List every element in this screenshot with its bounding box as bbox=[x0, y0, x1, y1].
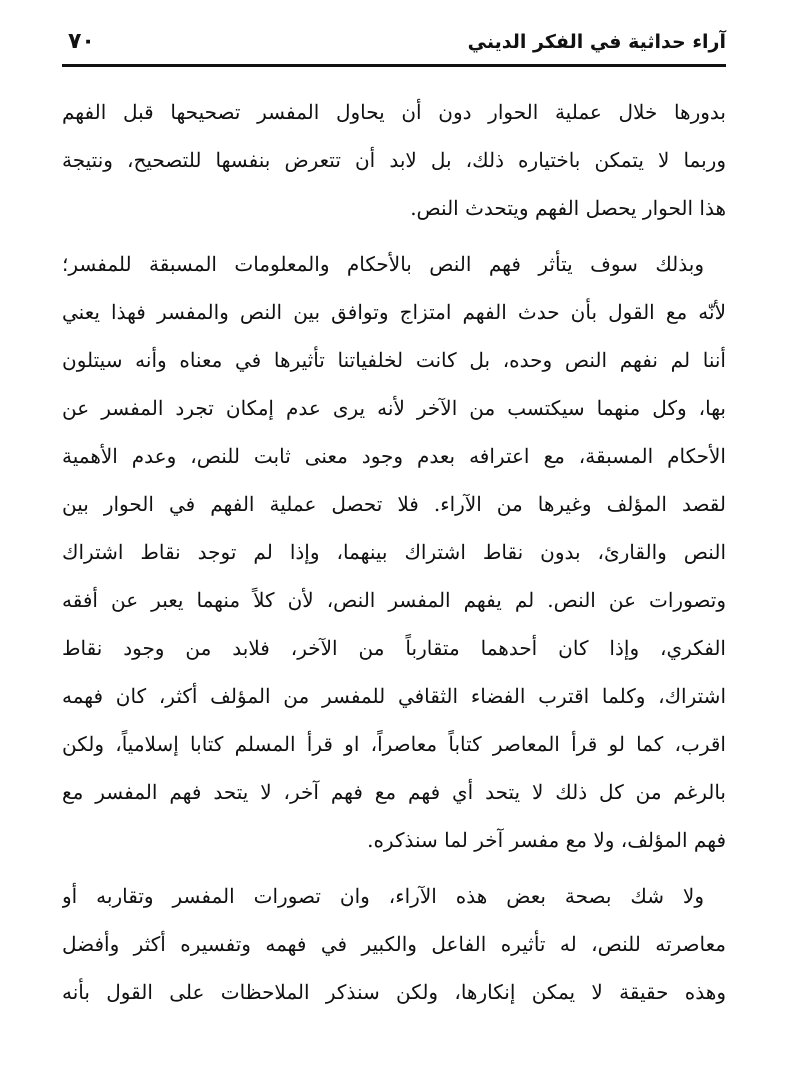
paragraph-gap bbox=[62, 232, 726, 240]
text-line: اشتراك، وكلما اقترب الفضاء الثقافي للمفسر من المؤلف أكثر، كان فهمه bbox=[62, 684, 726, 708]
text-line: بدورها خلال عملية الحوار دون أن يحاول المفسر تصحيحها قبل الفهم bbox=[62, 100, 726, 124]
text-line: وتصورات عن النص. لم يفهم المفسر النص، لأن كلاً منهما يعبر عن أفقه bbox=[62, 588, 726, 612]
text-line: النص والقارئ، بدون نقاط اشتراك بينهما، وإذا لم توجد نقاط اشتراك bbox=[62, 540, 726, 564]
text-line: وبذلك سوف يتأثر فهم النص بالأحكام والمعلومات المسبقة للمفسر؛ bbox=[62, 252, 704, 276]
text-line: وربما لا يتمكن باختياره ذلك، بل لابد أن تتعرض بنفسها للتصحيح، ونتيجة bbox=[62, 148, 726, 172]
paragraph bbox=[62, 872, 726, 1016]
text-line: بالرغم من كل ذلك لا يتحد أي فهم مع فهم آخر، لا يتحد فهم المفسر مع bbox=[62, 780, 726, 804]
text-line: الأحكام المسبقة، مع اعترافه بعدم وجود معنى ثابت للنص، وعدم الأهمية bbox=[62, 444, 726, 468]
text-line: فهم المؤلف، ولا مع مفسر آخر لما سنذكره. bbox=[367, 828, 726, 852]
text-line: بها، وكل منهما سيكتسب من الآخر لأنه يرى عدم إمكان تجرد المفسر عن bbox=[62, 396, 726, 420]
text-line: هذا الحوار يحصل الفهم ويتحدث النص. bbox=[410, 196, 726, 220]
header-rule bbox=[62, 64, 726, 67]
text-line: وهذه حقيقة لا يمكن إنكارها، ولكن سنذكر الملاحظات على القول بأنه bbox=[62, 980, 726, 1004]
text-line: لقصد المؤلف وغيرها من الآراء. فلا تحصل عملية الفهم في الحوار بين bbox=[62, 492, 726, 516]
paragraph bbox=[62, 240, 726, 864]
running-title: آراء حداثية في الفكر الديني bbox=[467, 31, 726, 53]
text-line: اقرب، كما لو قرأ المعاصر كتاباً معاصراً، او قرأ المسلم كتابا إسلامياً، ولكن bbox=[62, 732, 726, 756]
text-line: ولا شك بصحة بعض هذه الآراء، وان تصورات المفسر وتقاربه أو bbox=[62, 884, 704, 908]
text-line: معاصرته للنص، له تأثيره الفاعل والكبير في فهمه وتفسيره أكثر وأفضل bbox=[62, 932, 726, 956]
page-number: ٧٠ bbox=[68, 29, 95, 54]
text-line: لأنّه مع القول بأن حدث الفهم امتزاج وتوافق بين النص والمفسر فهذا يعني bbox=[62, 300, 726, 324]
body-text bbox=[62, 88, 726, 1016]
text-line: أننا لم نفهم النص وحده، بل كانت لخلفياتنا تأثيرها في معناه وأنه سيتلون bbox=[62, 348, 726, 372]
page-header bbox=[60, 24, 726, 64]
paragraph bbox=[62, 88, 726, 232]
paragraph-gap bbox=[62, 864, 726, 872]
text-line: الفكري، وإذا كان أحدهما متقارباً من الآخر، فلابد من وجود نقاط bbox=[62, 636, 726, 660]
